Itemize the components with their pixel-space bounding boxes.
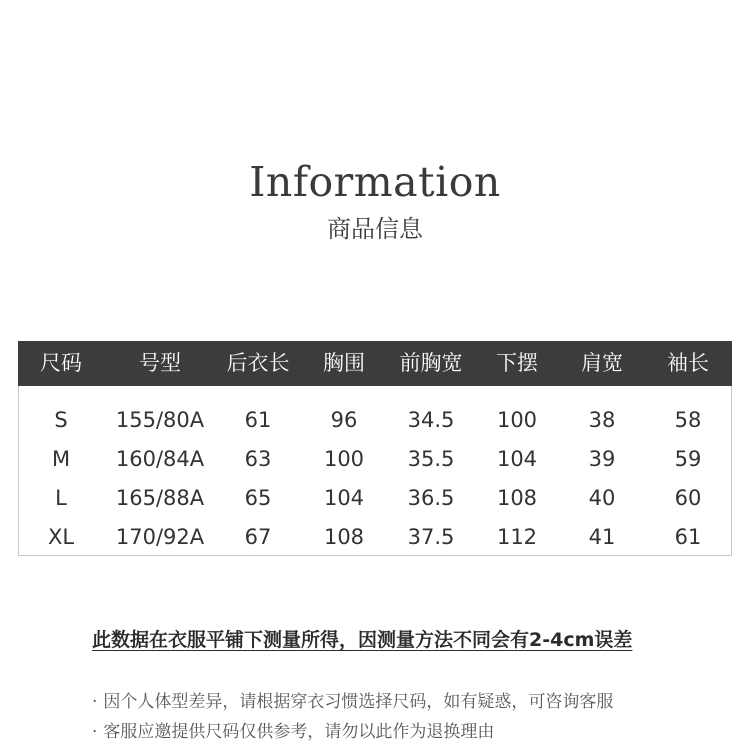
table-cell: 38 [588, 408, 616, 432]
table-cell: 34.5 [407, 408, 455, 432]
table-cell: 39 [588, 447, 616, 471]
table-cell: 41 [588, 525, 616, 549]
table-cell: 155/80A [115, 408, 205, 432]
bullet-dot: · [92, 692, 98, 712]
table-cell: 100 [496, 408, 538, 432]
table-cell: M [51, 447, 71, 471]
table-cell: 40 [588, 486, 616, 510]
measurement-note: 此数据在衣服平铺下测量所得，因测量方法不同会有2-4cm误差 [92, 629, 633, 651]
table-cell: 60 [674, 486, 702, 510]
note-bullet-text: 因个人体型差异，请根据穿衣习惯选择尺码，如有疑惑，可咨询客服 [103, 692, 614, 712]
table-cell: 108 [323, 525, 365, 549]
table-row [18, 401, 732, 440]
table-row [18, 518, 732, 557]
column-header-fit: 号型 [139, 351, 181, 375]
column-header-hem: 下摆 [496, 351, 538, 375]
page-title-en: Information [249, 158, 501, 206]
table-cell: 100 [323, 447, 365, 471]
column-header-chest: 胸围 [323, 351, 365, 375]
table-cell: 165/88A [115, 486, 205, 510]
table-cell: 112 [496, 525, 538, 549]
column-header-sleeve-length: 袖长 [667, 351, 709, 375]
table-cell: XL [47, 525, 75, 549]
table-cell: 37.5 [407, 525, 455, 549]
bullet-dot: · [92, 722, 98, 742]
page-title-cn: 商品信息 [327, 215, 423, 243]
table-cell: 36.5 [407, 486, 455, 510]
table-cell: 61 [244, 408, 272, 432]
column-header-back-length: 后衣长 [226, 351, 290, 375]
table-header-row [18, 341, 732, 386]
column-header-front-chest-width: 前胸宽 [399, 351, 463, 375]
table-cell: 108 [496, 486, 538, 510]
table-cell: 104 [496, 447, 538, 471]
column-header-size: 尺码 [40, 351, 82, 375]
table-row [18, 479, 732, 518]
table-cell: L [55, 486, 67, 510]
table-cell: 104 [323, 486, 365, 510]
table-cell: 58 [674, 408, 702, 432]
column-header-shoulder-width: 肩宽 [581, 351, 623, 375]
table-row [18, 440, 732, 479]
note-bullet [92, 690, 613, 714]
table-cell: 59 [674, 447, 702, 471]
table-cell: 170/92A [115, 525, 205, 549]
table-cell: 63 [244, 447, 272, 471]
table-cell: 67 [244, 525, 272, 549]
table-cell: 160/84A [115, 447, 205, 471]
size-table [18, 341, 732, 556]
table-cell: 35.5 [407, 447, 455, 471]
table-cell: 61 [674, 525, 702, 549]
table-cell: 96 [330, 408, 358, 432]
table-cell: S [54, 408, 68, 432]
table-cell: 65 [244, 486, 272, 510]
note-bullet [92, 720, 494, 744]
note-bullet-text: 客服应邀提供尺码仅供参考，请勿以此作为退换理由 [103, 722, 495, 742]
